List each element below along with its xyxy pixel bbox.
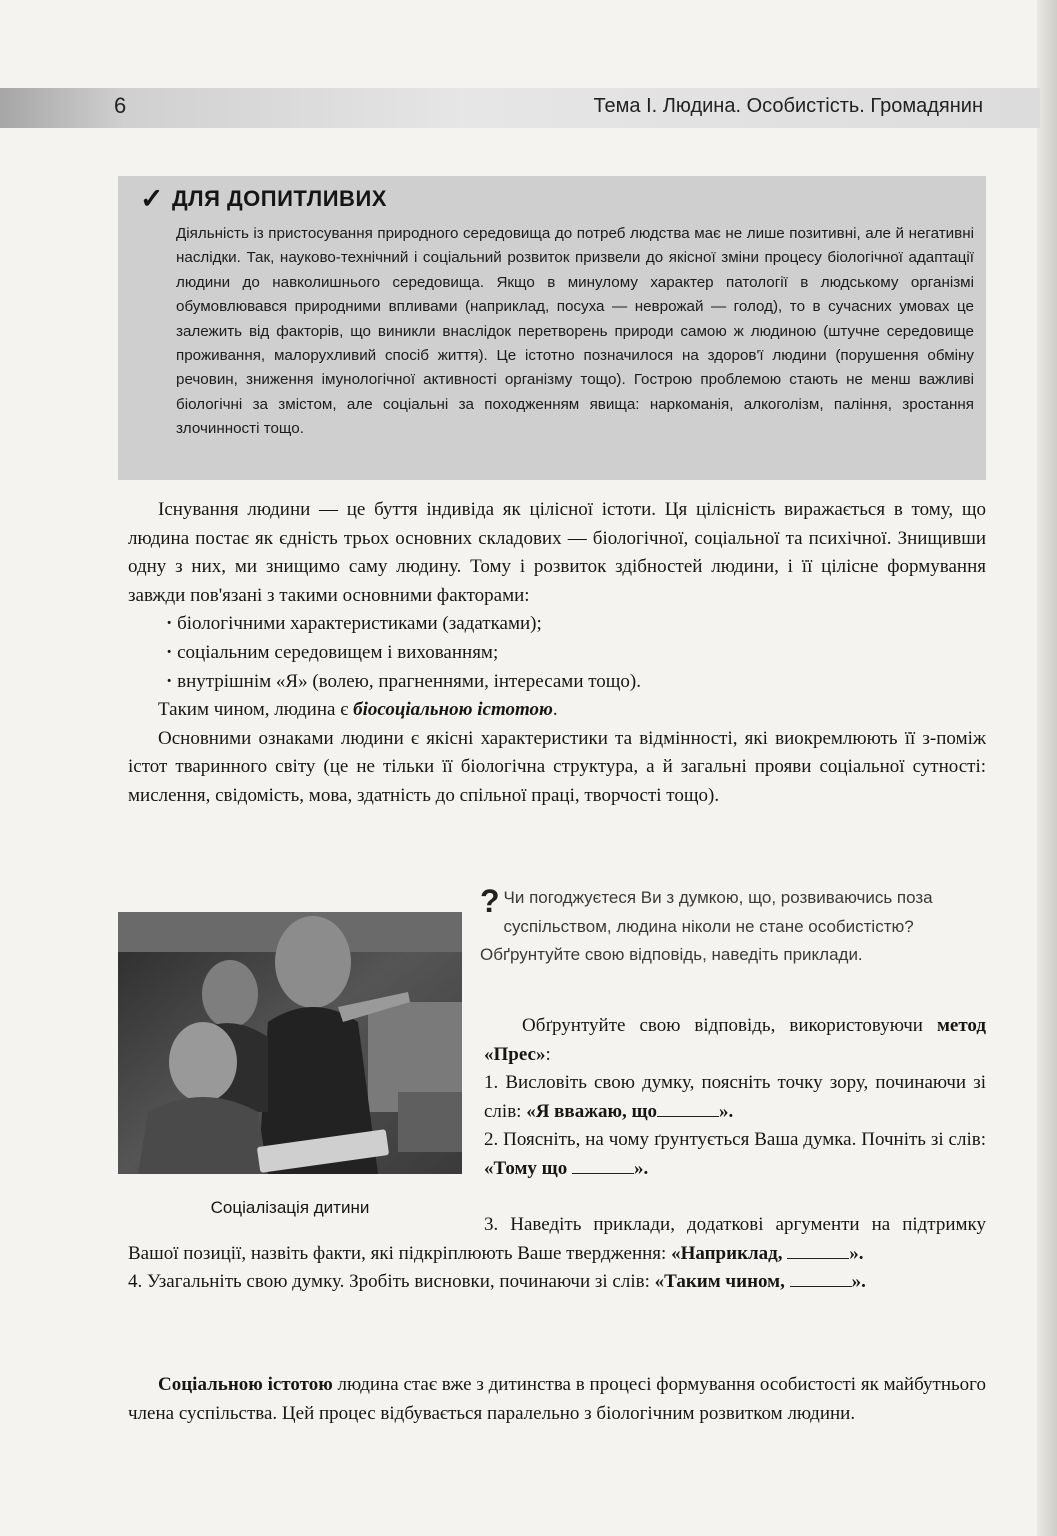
children-photo xyxy=(118,912,462,1174)
page-number: 6 xyxy=(114,93,127,118)
key-term: біосоціальною істотою xyxy=(353,699,553,721)
press-method-intro xyxy=(484,1012,986,1184)
question-mark-icon: ? xyxy=(480,883,500,919)
sidebar-title xyxy=(140,182,387,215)
factor-item: · внутрішнім «Я» (волею, прагненнями, інтересами тощо). xyxy=(166,668,986,697)
method-intro: Обґрунтуйте свою відповідь, використовуючи метод «Прес»: xyxy=(484,1015,986,1065)
sidebar-text xyxy=(176,222,974,442)
method-step-4: 4. Узагальніть свою думку. Зробіть висновки, починаючи зі слів: «Таким чином, ». xyxy=(128,1271,866,1293)
question-text: Чи погоджуєтеся Ви з думкою, що, розвиваючись поза суспільством, людина ніколи не стане особистістю? Обґрунтуйте свою відповідь, наведіть приклади. xyxy=(480,888,933,964)
sidebar-paragraph: Діяльність із пристосування природного середовища до потреб людства має не лише позитивні, але й негативні наслідки. Так, науково-технічний і соціальний розвиток призвели до якісної зміни процесу біологічної адаптації людини до навколишнього середовища. Якщо в минулому характер патології в людському організмі обумовлювався природними впливами (наприклад, посуха — неврожай — голод), то в сучасних умовах це залежить від факторів, що виникли внаслідок перетворень природи самою ж людиною (штучне середовище проживання, малорухливий спосіб життя). Це істотно позначилося на здоров'ї людини (порушення обміну речовин, зниження імунологічної активності організму тощо). Гострою проблемою стають не менш важливі біологічні за змістом, але соціальні за походженням явища: наркоманія, алкоголізм, паління, зростання злочинності тощо. xyxy=(176,225,974,438)
answer-blank xyxy=(657,1116,719,1117)
page-edge-shadow xyxy=(1037,0,1057,1536)
answer-blank xyxy=(790,1286,852,1287)
answer-blank xyxy=(572,1173,634,1174)
checkmark-icon: ✓ xyxy=(140,183,164,214)
sidebar-title-text: ДЛЯ ДОПИТЛИВИХ xyxy=(171,186,387,211)
factor-item: · соціальним середовищем і вихованням; xyxy=(166,639,986,668)
method-steps-3-4 xyxy=(128,1211,986,1297)
method-step-2: 2. Поясніть, на чому ґрунтується Ваша думка. Почніть зі слів: «Тому що ». xyxy=(484,1129,986,1179)
key-term: Соціальною істотою xyxy=(158,1374,333,1395)
method-step-3: 3. Наведіть приклади, додаткові аргументи на підтримку Вашої позиції, назвіть факти, які підкріплюють Ваше твердження: «Наприклад, ». xyxy=(128,1214,986,1264)
photo-caption: Соціалізація дитини xyxy=(210,1198,370,1217)
factor-item: · біологічними характеристиками (задатками); xyxy=(166,610,986,639)
main-text xyxy=(128,496,986,811)
conclusion-paragraph: Таким чином, людина є біосоціальною істотою. xyxy=(158,699,558,721)
paragraph-existence: Існування людини — це буття індивіда як цілісної істоти. Ця цілісність виражається в тому, що людина постає як єдність трьох основних складових — біологічної, соціальної та психічної. Знищивши одну з них, ми знищимо саму людину. Тому і розвиток здібностей людини, і її цілісне формування завжди пов'язані з такими основними факторами: xyxy=(128,499,986,606)
answer-blank xyxy=(787,1258,849,1259)
method-step-1: 1. Висловіть свою думку, поясніть точку зору, починаючи зі слів: «Я вважаю, що ». xyxy=(484,1072,986,1122)
running-head: Тема І. Людина. Особистість. Громадянин xyxy=(593,95,983,117)
paragraph-features: Основними ознаками людини є якісні характеристики та відмінності, які виокремлюють її з-поміж істот тваринного світу (це не тільки її біологічна структура, а й загальні прояви соціальної сутності: мислення, свідомість, мова, здатність до спільної праці, творчості тощо). xyxy=(128,727,986,806)
discussion-question xyxy=(480,884,986,970)
final-paragraph: Соціальною істотою людина стає вже з дитинства в процесі формування особистості як майбутнього члена суспільства. Цей процес відбувається паралельно з біологічним розвитком людини. xyxy=(128,1374,987,1424)
factor-list xyxy=(128,610,986,696)
